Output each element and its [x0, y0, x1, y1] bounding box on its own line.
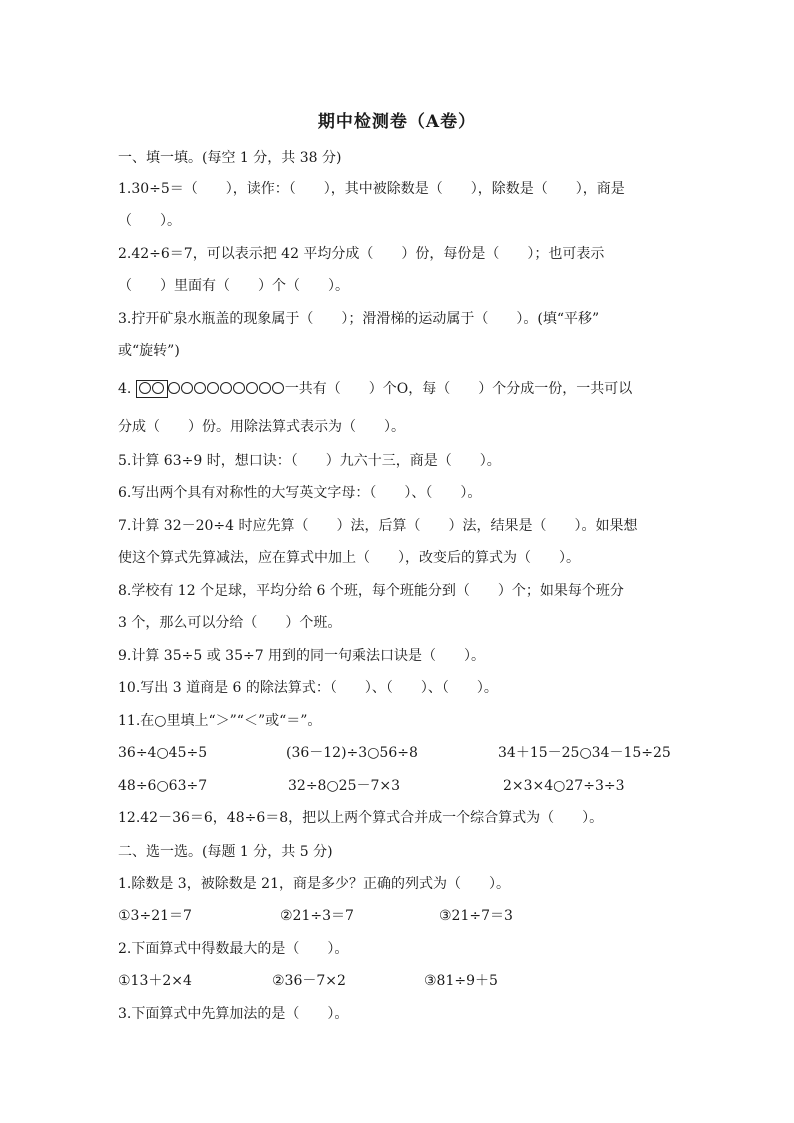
q10: 10.写出 3 道商是 6 的除法算式：（ ）、（ ）、（ ）。 — [118, 680, 498, 696]
q11-item: 36÷4○45÷5 — [118, 745, 208, 761]
s2-q1-option: ①3÷21＝7 — [118, 908, 192, 924]
s2-q1-option: ②21÷3＝7 — [280, 908, 354, 924]
q1-line1: 1.30÷5＝（ ），读作：（ ），其中被除数是（ ），除数是（ ），商是 — [118, 181, 625, 197]
page-title: 期中检测卷（A卷） — [317, 112, 477, 132]
s2-q3-stem: 3.下面算式中先算加法的是（ ）。 — [118, 1006, 349, 1022]
s2-q1-stem: 1.除数是 3，被除数是 21，商是多少？正确的列式为（ ）。 — [118, 876, 510, 892]
q11-prompt: 11.在○里填上“＞”“＜”或“＝”。 — [118, 713, 322, 729]
circle-icon — [272, 382, 284, 394]
s2-q2-option: ①13＋2×4 — [118, 973, 192, 989]
section1-header: 一、填一填。(每空 1 分，共 38 分) — [118, 150, 342, 166]
q11-item: (36－12)÷3○56÷8 — [286, 745, 418, 761]
q4-suffix: 一共有（ ）个O，每（ ）个分成一份，一共可以 — [284, 381, 633, 397]
circle-icon — [246, 382, 258, 394]
q1-line2: （ ）。 — [118, 213, 181, 229]
q3-line2: 或“旋转”) — [118, 343, 180, 359]
circle-icon — [139, 382, 151, 394]
s2-q2-option: ③81÷9＋5 — [424, 973, 498, 989]
q12: 12.42－36＝6，48÷6＝8，把以上两个算式合并成一个综合算式为（ ）。 — [118, 810, 604, 826]
q11-item: 48÷6○63÷7 — [118, 778, 208, 794]
q7-line2: 使这个算式先算减法，应在算式中加上（ ），改变后的算式为（ ）。 — [118, 550, 580, 566]
s2-q1-option: ③21÷7＝3 — [439, 908, 513, 924]
circle-icon — [233, 382, 245, 394]
circle-icon — [152, 382, 164, 394]
circle-icon — [259, 382, 271, 394]
q2-line2: （ ）里面有（ ）个（ ）。 — [118, 278, 349, 294]
q6: 6.写出两个具有对称性的大写英文字母：（ ）、（ ）。 — [118, 485, 482, 501]
q11-item: 2×3×4○27÷3÷3 — [503, 778, 625, 794]
circle-figure — [136, 379, 285, 399]
grouped-circles — [136, 380, 168, 398]
circle-icon — [168, 382, 180, 394]
q3-line1: 3.拧开矿泉水瓶盖的现象属于（ ）；滑滑梯的运动属于（ ）。(填“平移” — [118, 311, 600, 327]
s2-q2-option: ②36－7×2 — [272, 973, 346, 989]
q8-line1: 8.学校有 12 个足球，平均分给 6 个班，每个班能分到（ ）个；如果每个班分 — [118, 583, 624, 599]
q11-item: 32÷8○25－7×3 — [288, 778, 401, 794]
q5: 5.计算 63÷9 时，想口诀：（ ）九六十三，商是（ ）。 — [118, 453, 501, 469]
q4-line1 — [118, 379, 632, 399]
q11-item: 34＋15－25○34－15÷25 — [498, 745, 671, 761]
circle-icon — [194, 382, 206, 394]
q4-prefix: 4. — [118, 381, 132, 397]
circle-icon — [181, 382, 193, 394]
q4-line2: 分成（ ）份。用除法算式表示为（ ）。 — [118, 419, 405, 435]
circle-icon — [207, 382, 219, 394]
q2-line1: 2.42÷6＝7，可以表示把 42 平均分成（ ）份，每份是（ ）；也可表示 — [118, 246, 605, 262]
s2-q2-stem: 2.下面算式中得数最大的是（ ）。 — [118, 941, 349, 957]
q8-line2: 3 个，那么可以分给（ ）个班。 — [118, 615, 342, 631]
q9: 9.计算 35÷5 或 35÷7 用到的同一句乘法口诀是（ ）。 — [118, 648, 486, 664]
circle-icon — [220, 382, 232, 394]
q7-line1: 7.计算 32－20÷4 时应先算（ ）法，后算（ ）法，结果是（ ）。如果想 — [118, 518, 638, 534]
section2-header: 二、选一选。(每题 1 分，共 5 分) — [118, 844, 333, 860]
